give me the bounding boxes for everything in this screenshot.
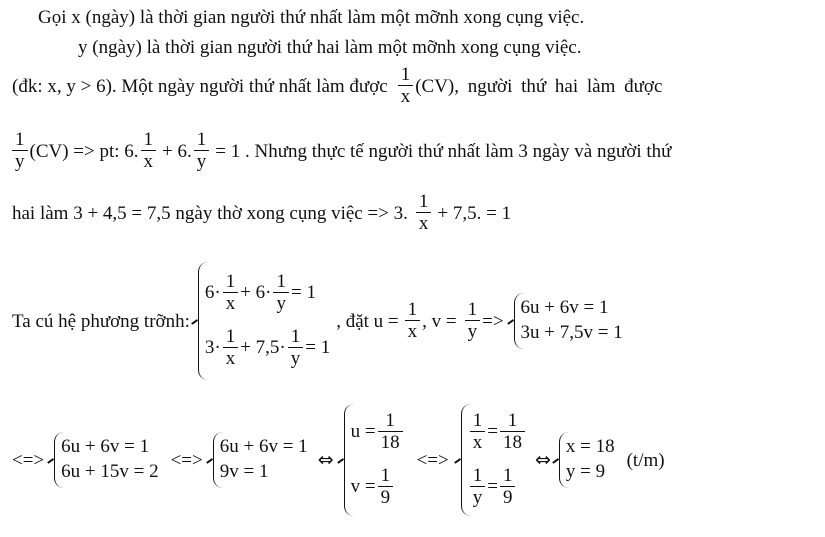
numerator: 1 [407, 298, 418, 320]
fraction-1-over-18 [500, 411, 525, 454]
denominator: x [398, 85, 414, 108]
numerator: 1 [467, 298, 478, 320]
denominator: 18 [378, 431, 403, 454]
system-row [205, 321, 330, 376]
left-brace [198, 262, 330, 380]
satisfied-note: (t/m) [626, 449, 665, 471]
text-line-2: y (ngày) là thời gian người thứ hai làm một mỡnh xong cụng việc. [78, 37, 582, 58]
iff-arrow: ⇔ [317, 448, 334, 471]
numerator: 1 [472, 410, 483, 432]
system-line [12, 262, 623, 380]
numerator: 1 [380, 465, 391, 486]
left-brace [461, 404, 527, 516]
fraction-1-over-x [470, 411, 486, 454]
left-brace [344, 404, 405, 516]
numerator: 1 [196, 129, 207, 150]
denominator: x [416, 212, 432, 235]
system-row: 6u + 6v = 1 [219, 436, 308, 458]
fraction-1-over-9 [500, 466, 516, 509]
system-row [468, 405, 527, 460]
equation-prefix: (CV) => pt: 6. [29, 140, 139, 162]
denominator: y [273, 292, 289, 315]
left-brace [514, 293, 623, 349]
system-row [468, 460, 527, 515]
fraction-1-over-y [288, 327, 304, 370]
substitution-v-text: , v = [422, 310, 457, 332]
system-row [351, 405, 405, 460]
denominator: x [470, 431, 486, 454]
denominator: y [288, 347, 304, 370]
numerator: 1 [225, 271, 236, 293]
equation-system-3 [54, 432, 158, 488]
numerator: 1 [472, 465, 483, 486]
fraction-1-over-y [194, 130, 210, 173]
denominator: 18 [500, 431, 525, 454]
coefficient: + 7,5· [240, 337, 286, 359]
denominator: x [223, 347, 239, 370]
numerator: 1 [507, 410, 518, 432]
fraction-1-over-18 [378, 411, 403, 454]
system-row: 6u + 6v = 1 [520, 297, 609, 319]
equivalence-arrow: <=> [170, 449, 203, 471]
numerator: 1 [143, 129, 154, 150]
denominator: 9 [500, 486, 516, 509]
fraction-1-over-x [223, 327, 239, 370]
coefficient: + 6· [240, 282, 272, 304]
equals: = [487, 476, 498, 498]
plus-term: + 6. [162, 140, 192, 162]
text-line-3 [12, 65, 662, 108]
numerator: 1 [276, 271, 286, 293]
system-row: x = 18 [565, 436, 615, 458]
equation-system-2 [514, 293, 623, 349]
rate-text: (CV), người thứ hai làm được [415, 75, 663, 97]
denominator: x [141, 150, 157, 173]
text-line-5 [12, 192, 511, 235]
fraction-1-over-x [398, 65, 414, 108]
denominator: y [470, 486, 486, 509]
implies-arrow: => [482, 310, 504, 332]
coefficient: 6· [204, 282, 221, 304]
fraction-1-over-y [470, 466, 486, 509]
substitution-text: , đặt u = [336, 310, 399, 332]
equals: = [487, 421, 498, 443]
equation-system-1 [198, 262, 330, 380]
lhs: v = [350, 476, 376, 498]
denominator: y [465, 320, 481, 343]
equivalence-arrow: <=> [12, 449, 45, 471]
iff-arrow: ⇔ [534, 448, 551, 471]
equation-system-4 [213, 432, 308, 488]
system-intro-text: Ta cú hệ phương trỡnh: [12, 310, 190, 332]
numerator: 1 [502, 465, 513, 486]
equation-system-5 [344, 404, 405, 516]
text-line-1: Gọi x (ngày) là thời gian người thứ nhất làm một mỡnh xong cụng việc. [38, 7, 585, 28]
rhs: = 1 [305, 337, 331, 359]
numerator: 1 [418, 191, 429, 212]
numerator: 1 [290, 326, 301, 347]
denominator: y [194, 150, 210, 173]
left-brace [213, 432, 308, 488]
fraction-1-over-y [12, 130, 28, 173]
system-row: 3u + 7,5v = 1 [520, 322, 623, 343]
numerator: 1 [225, 326, 236, 347]
system-row [351, 460, 405, 515]
denominator: y [12, 150, 28, 173]
text-line-4 [12, 130, 671, 173]
system-row: y = 9 [565, 461, 606, 482]
denominator: 9 [378, 486, 394, 509]
equation-rhs: + 7,5. = 1 [437, 202, 512, 224]
equation-system-6 [461, 404, 527, 516]
fraction-1-over-x [416, 192, 432, 235]
denominator: x [405, 320, 421, 343]
condition-text: (đk: x, y > 6). Một ngày người thứ nhất làm được [12, 75, 388, 97]
lhs: u = [350, 421, 376, 443]
numerator: 1 [15, 129, 25, 150]
fraction-1-over-9 [378, 466, 394, 509]
reality-text: = 1 . Nhưng thực tế người thứ nhất làm 3 ngày và người thứ [215, 140, 672, 162]
coefficient: 3· [204, 337, 221, 359]
fraction-1-over-x [405, 300, 421, 343]
denominator: x [223, 292, 239, 315]
system-row: 6u + 15v = 2 [61, 461, 159, 482]
system-row [205, 266, 330, 321]
fraction-1-over-y [273, 272, 289, 315]
fraction-1-over-x [141, 130, 157, 173]
equation-system-7 [559, 432, 615, 488]
left-brace [54, 432, 158, 488]
numerator: 1 [400, 64, 411, 85]
left-brace [559, 432, 615, 488]
fraction-1-over-x [223, 272, 239, 315]
system-row: 6u + 6v = 1 [61, 436, 150, 458]
solution-line [12, 400, 665, 520]
fraction-1-over-y [465, 300, 481, 343]
system-row: 9v = 1 [219, 461, 269, 482]
actual-work-text: hai làm 3 + 4,5 = 7,5 ngày thờ xong cụng việc => 3. [12, 202, 408, 224]
equivalence-arrow: <=> [416, 449, 449, 471]
numerator: 1 [385, 410, 395, 432]
rhs: = 1 [290, 282, 316, 304]
